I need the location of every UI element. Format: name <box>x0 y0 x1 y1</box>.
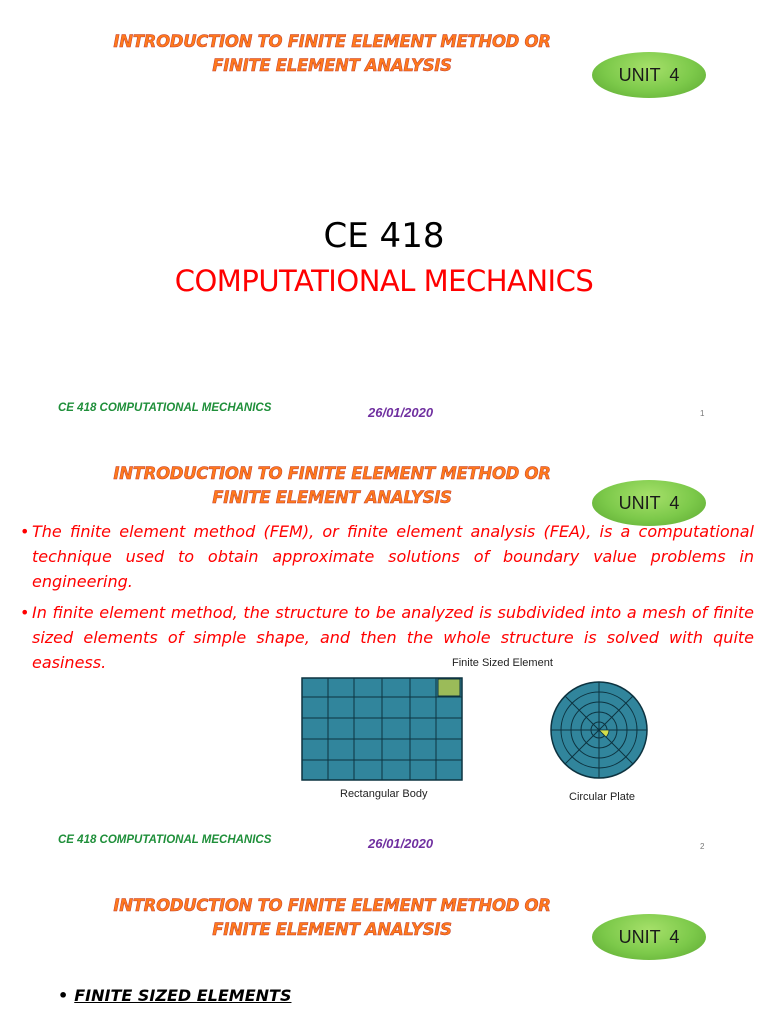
list-item: • In finite element method, the structure to be analyzed is subdivided into a mesh of finite sized elements of simple shape, and then the whole structure is solved with quite easiness. <box>20 603 754 672</box>
mesh-figure <box>296 672 696 832</box>
title-line-1: INTRODUCTION TO FINITE ELEMENT METHOD OR <box>113 32 551 51</box>
course-name: COMPUTATIONAL MECHANICS <box>174 264 594 298</box>
course-code: CE 418 <box>323 216 445 256</box>
slide-title <box>20 30 644 78</box>
bullet-list <box>20 519 754 681</box>
title-line-2: FINITE ELEMENT ANALYSIS <box>212 920 452 939</box>
unit-badge: UNIT 4 <box>592 914 706 960</box>
slide-title <box>20 462 644 510</box>
slide-1 <box>0 0 768 436</box>
unit-badge: UNIT 4 <box>592 52 706 98</box>
bullet-dot: • <box>58 986 69 1005</box>
bullet-text: In finite element method, the structure to be analyzed is subdivided into a mesh of finite sized elements of simple shape, and then the whole structure is solved with quite easiness. <box>32 603 754 672</box>
unit-badge: UNIT 4 <box>592 480 706 526</box>
footer-date: 26/01/2020 <box>368 836 434 851</box>
title-line-2: FINITE ELEMENT ANALYSIS <box>212 488 452 507</box>
footer-course: CE 418 COMPUTATIONAL MECHANICS <box>58 834 272 846</box>
title-line-1: INTRODUCTION TO FINITE ELEMENT METHOD OR <box>113 464 551 483</box>
title-line-2: FINITE ELEMENT ANALYSIS <box>212 56 452 75</box>
page-number: 1 <box>700 409 705 418</box>
label-circular-plate: Circular Plate <box>569 791 636 803</box>
bullet-text: FINITE SIZED ELEMENTS <box>74 986 292 1005</box>
label-finite-element: Finite Sized Element <box>452 657 553 669</box>
label-rectangular-body: Rectangular Body <box>340 788 428 800</box>
footer-date: 26/01/2020 <box>368 405 434 420</box>
circular-mesh <box>551 682 647 778</box>
title-line-1: INTRODUCTION TO FINITE ELEMENT METHOD OR <box>113 896 551 915</box>
rectangular-mesh <box>302 678 462 780</box>
list-item: • The finite element method (FEM), or finite element analysis (FEA), is a computational technique used to obtain approximate solutions of boundary value problems in engineering. <box>20 522 754 591</box>
page-number: 2 <box>700 842 705 851</box>
footer-course: CE 418 COMPUTATIONAL MECHANICS <box>58 402 272 414</box>
slide-title <box>20 894 644 942</box>
bullet-finite-sized-elements <box>58 986 291 1005</box>
slide-2 <box>0 436 768 868</box>
bullet-text: The finite element method (FEM), or finite element analysis (FEA), is a computational technique used to obtain approximate solutions of boundary value problems in engineering. <box>32 522 754 591</box>
